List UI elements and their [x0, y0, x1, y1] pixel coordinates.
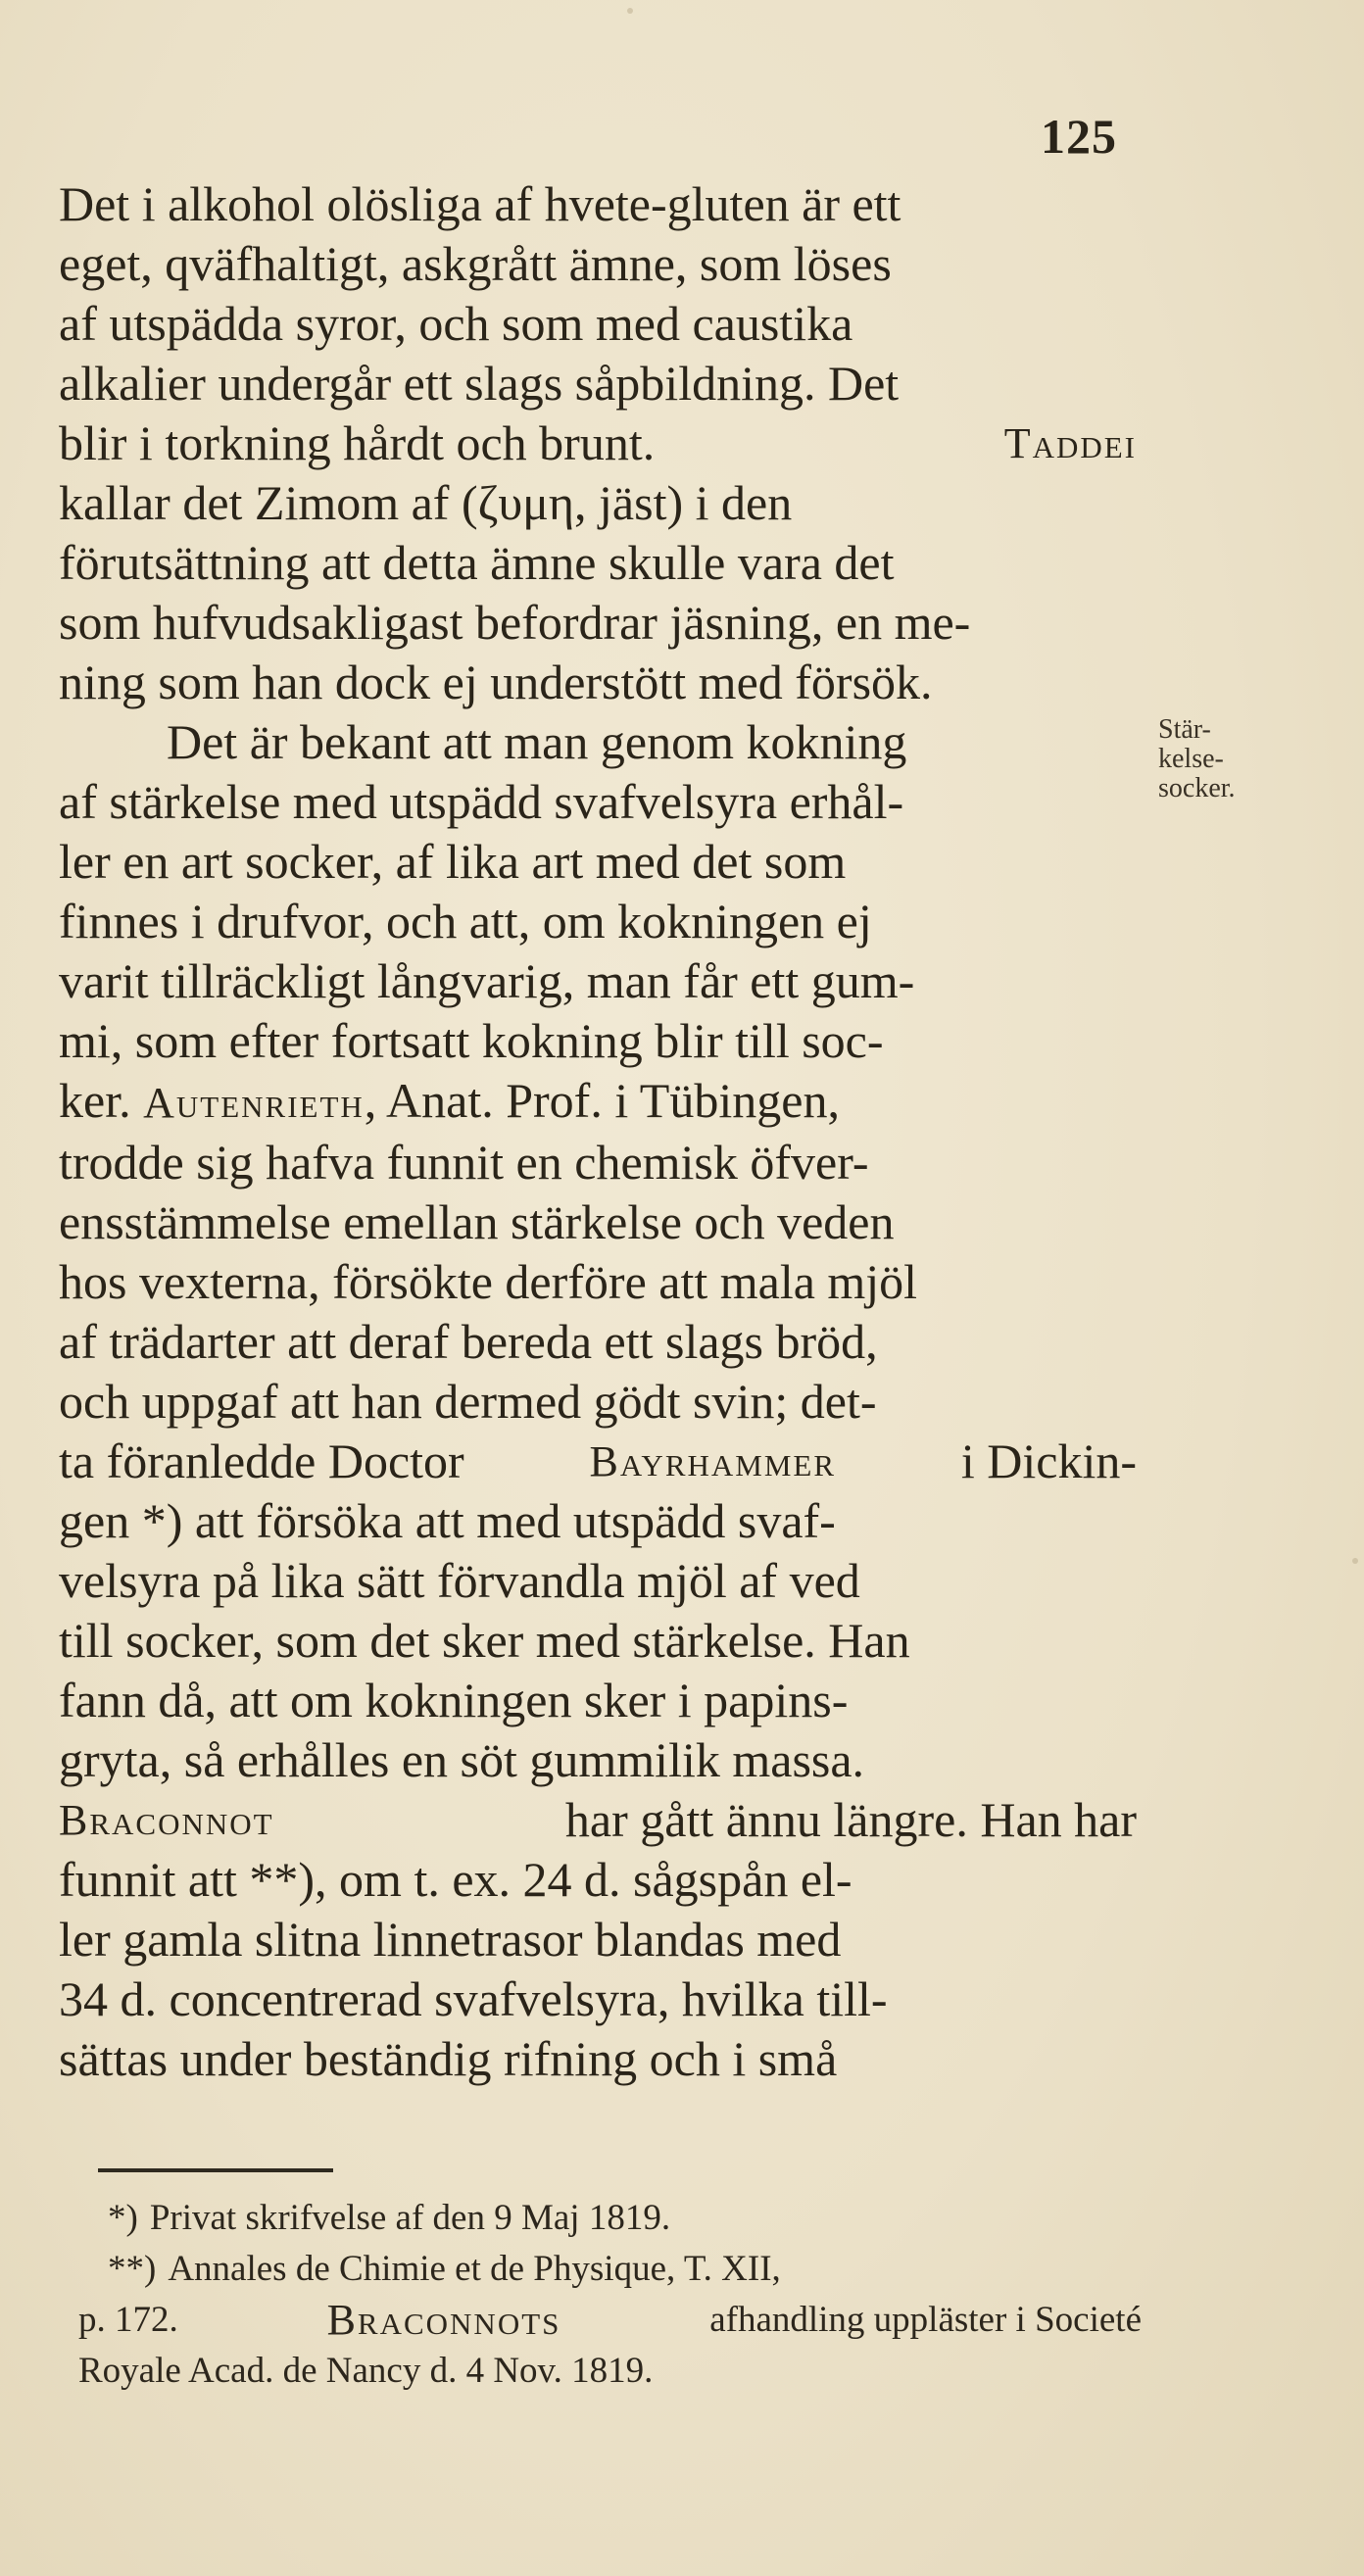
text-line: ning som han dock ej understött med försök.: [59, 655, 933, 709]
author-name: Braconnot: [59, 1796, 274, 1844]
text-line: funnit att **), om t. ex. 24 d. sågspån el-: [59, 1852, 852, 1907]
text-line: af stärkelse med utspädd svafvelsyra erhål-: [59, 774, 904, 829]
text-line: sättas under beständig rifning och i små: [59, 2031, 838, 2086]
text-line: mi, som efter fortsatt kokning blir till soc-: [59, 1013, 884, 1068]
main-text: [59, 174, 1137, 2089]
footnote-2-cont: Royale Acad. de Nancy d. 4 Nov. 1819.: [78, 2351, 654, 2391]
paper-speck: [1352, 1558, 1358, 1564]
text-line: förutsättning att detta ämne skulle vara det: [59, 535, 895, 590]
text-line: och uppgaf att han dermed gödt svin; det-: [59, 1374, 877, 1429]
page-number: 125: [1041, 109, 1117, 164]
text-line: kallar det Zimom af (ζυμη, jäst) i den: [59, 475, 793, 530]
text-line: alkalier undergår ett slags såpbildning. Det: [59, 356, 900, 411]
footnote-1: *) Privat skrifvelse af den 9 Maj 1819.: [108, 2198, 671, 2238]
text-line: Braconnot har gått ännu längre. Han har: [59, 1790, 1137, 1850]
margin-note: Stär- kelse- socker.: [1158, 714, 1236, 803]
text-line: ker. Autenrieth, Anat. Prof. i Tübingen,: [59, 1073, 840, 1128]
author-name: Taddei: [1003, 419, 1137, 467]
text-line: 34 d. concentrerad svafvelsyra, hvilka till-: [59, 1971, 888, 2026]
author-name: Autenrieth: [143, 1079, 365, 1127]
text-line: blir i torkning hårdt och brunt. Taddei: [59, 413, 1137, 473]
text-line: ensstämmelse emellan stärkelse och veden: [59, 1194, 895, 1249]
paragraph-start-line: Det är bekant att man genom kokning: [167, 714, 907, 769]
text-line: af trädarter att deraf bereda ett slags bröd,: [59, 1314, 878, 1369]
footnote-2: **) Annales de Chimie et de Physique, T. XII,: [108, 2249, 781, 2289]
footnote-rule: [98, 2168, 333, 2172]
text-line: ta föranledde Doctor Bayrhammer i Dickin-: [59, 1432, 1137, 1491]
text-line: trodde sig hafva funnit en chemisk öfver-: [59, 1135, 869, 1190]
text-line: ler en art socker, af lika art med det som: [59, 834, 847, 889]
text-line: eget, qväfhaltigt, askgrått ämne, som löses: [59, 236, 892, 291]
text-line: som hufvudsakligast befordrar jäsning, en me-: [59, 595, 971, 650]
text-line: hos vexterna, försökte derföre att mala mjöl: [59, 1254, 918, 1309]
text-line: till socker, som det sker med stärkelse. Han: [59, 1613, 910, 1668]
text-line: fann då, att om kokningen sker i papins-: [59, 1673, 849, 1727]
text-line: varit tillräckligt långvarig, man får ett gum-: [59, 953, 915, 1008]
author-name: Braconnots: [326, 2296, 561, 2344]
text-line: velsyra på lika sätt förvandla mjöl af ved: [59, 1553, 860, 1608]
text-line: gen *) att försöka att med utspädd svaf-: [59, 1493, 836, 1548]
text-line: Det i alkohol olösliga af hvete-gluten är ett: [59, 176, 901, 231]
text-line: finnes i drufvor, och att, om kokningen ej: [59, 894, 872, 948]
text-line: gryta, så erhålles en söt gummilik massa.: [59, 1732, 865, 1787]
paper-speck: [627, 8, 633, 14]
footnotes: [78, 2193, 1142, 2397]
text-line: ler gamla slitna linnetrasor blandas med: [59, 1912, 842, 1967]
author-name: Bayrhammer: [589, 1437, 837, 1485]
text-line: af utspädda syror, och som med caustika: [59, 296, 853, 351]
footnote-2-cont: p. 172. Braconnots afhandling uppläster i Societé: [78, 2296, 1142, 2344]
